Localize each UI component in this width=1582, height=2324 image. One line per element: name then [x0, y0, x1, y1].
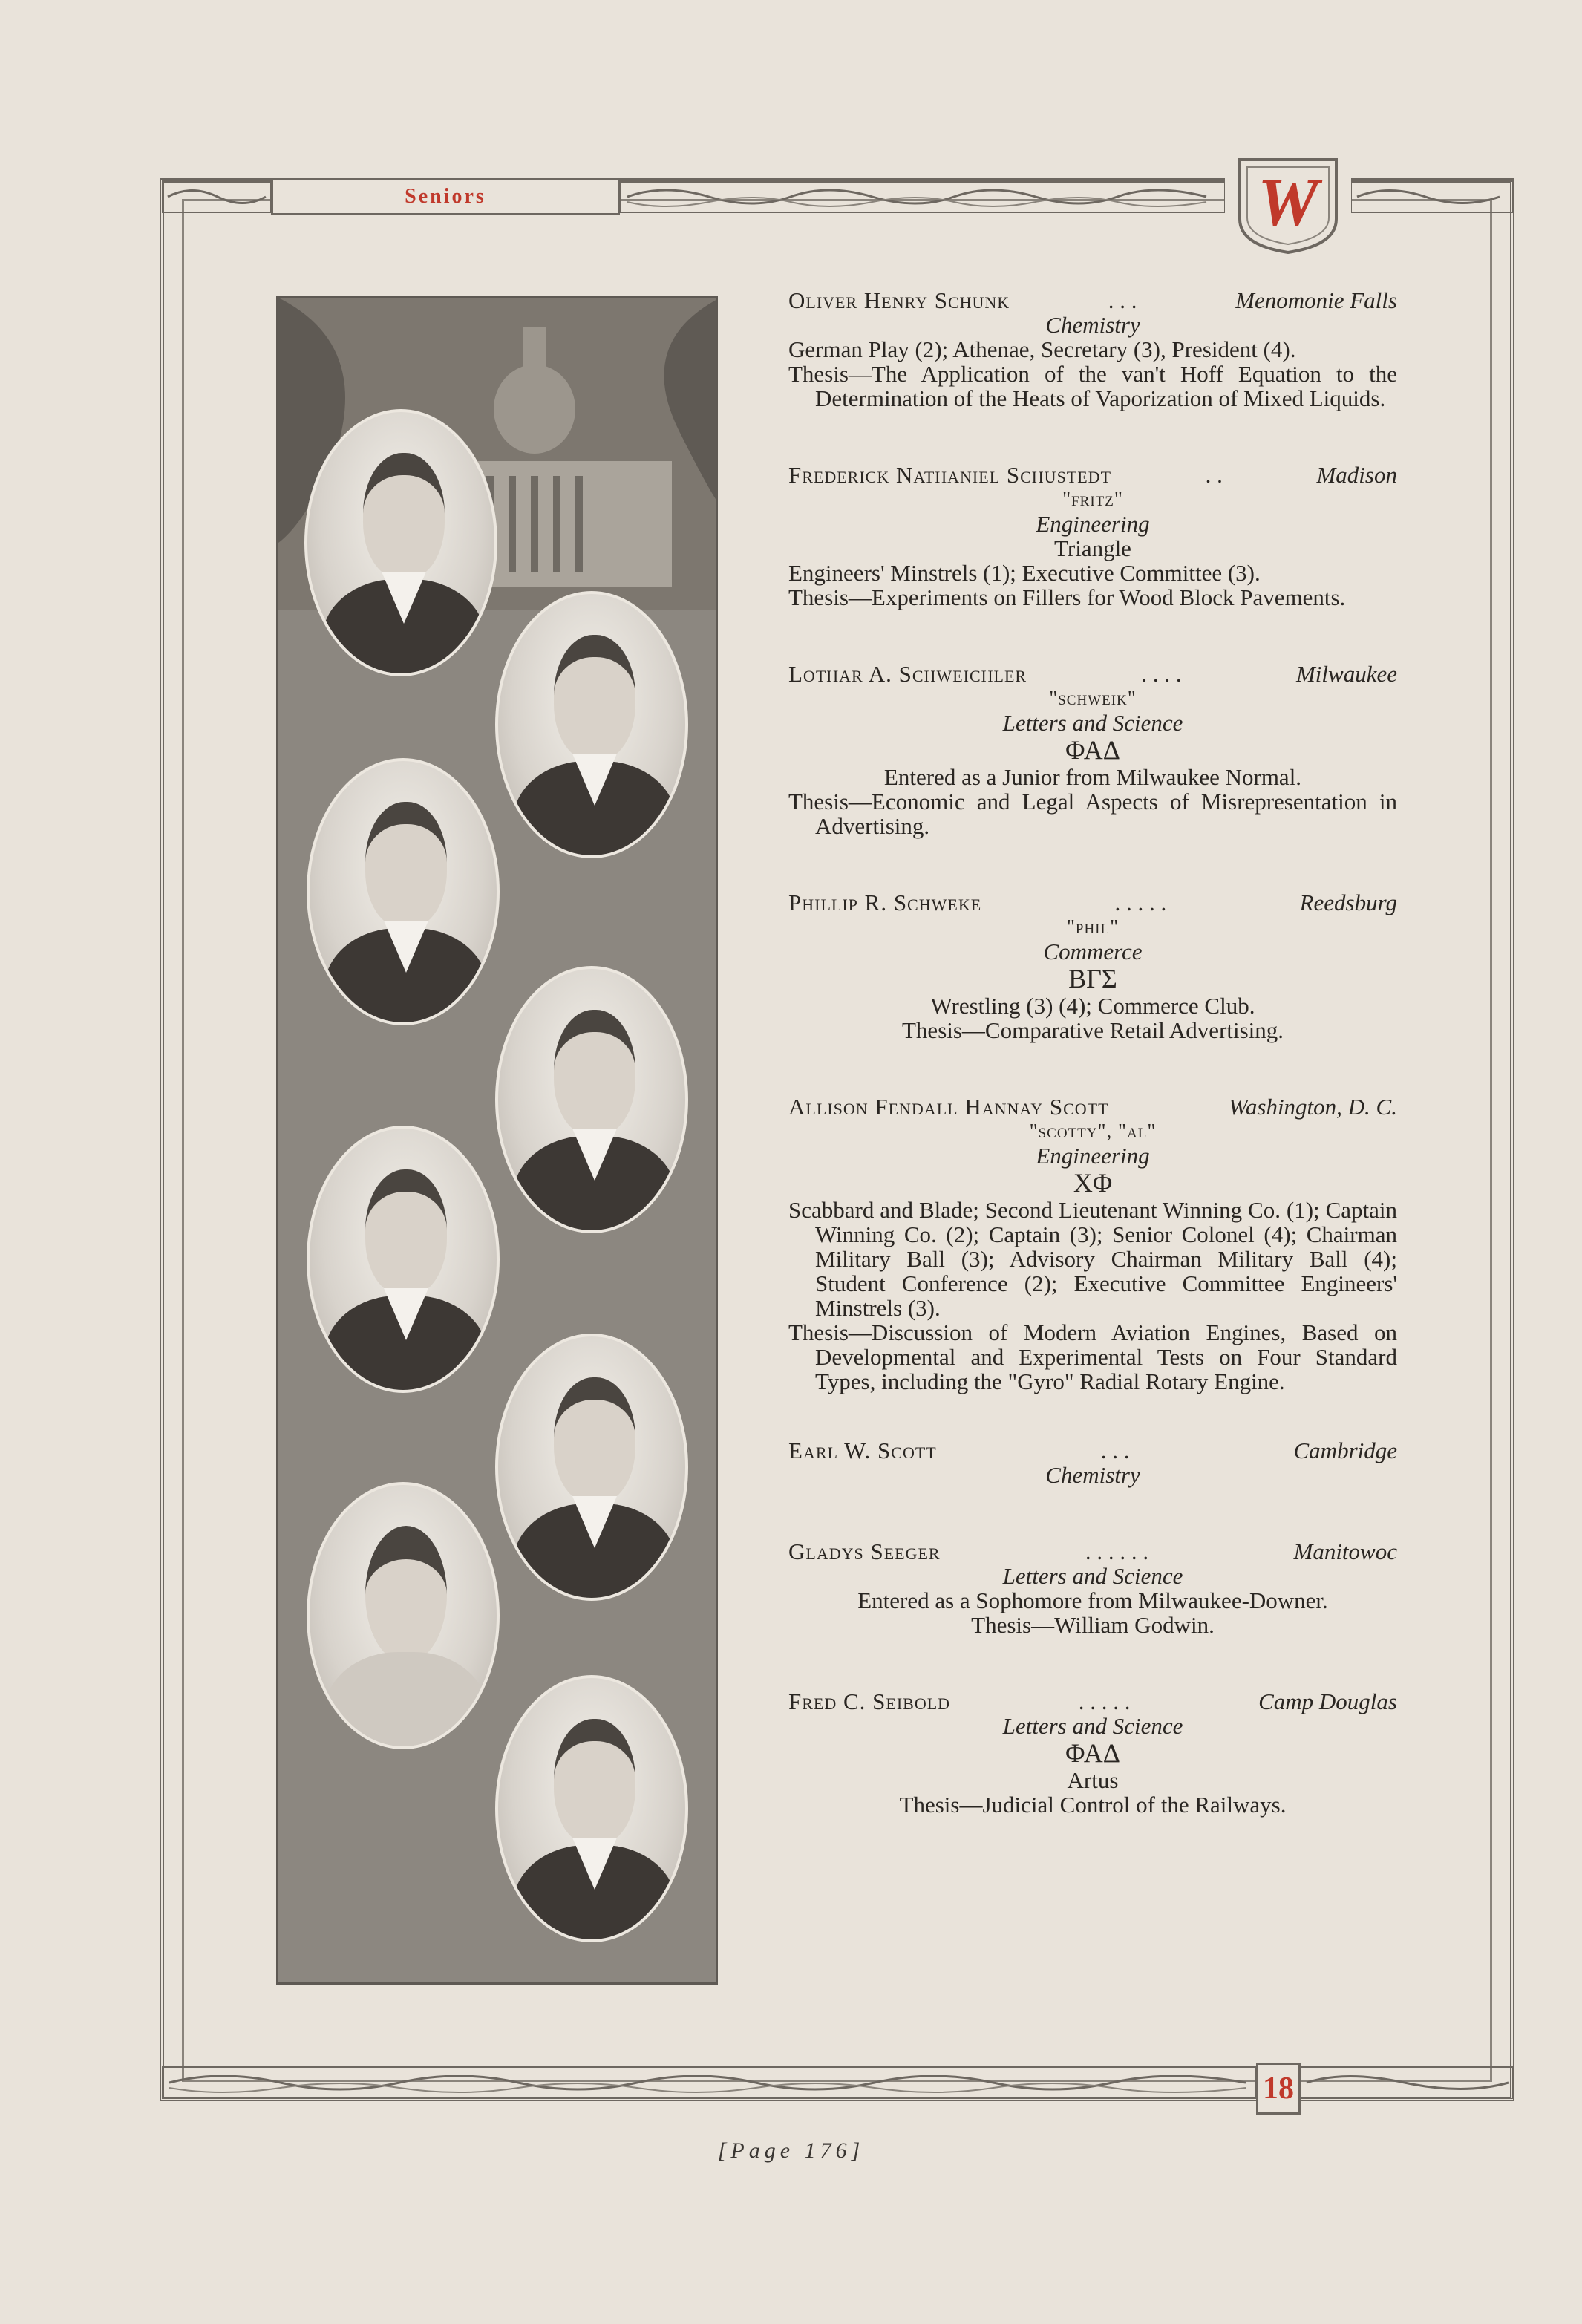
senior-entries — [788, 288, 1397, 1817]
entry-thesis: Thesis—William Godwin. — [971, 1612, 1215, 1638]
entry-nickname: "fritz" — [1062, 488, 1123, 510]
leader-dots: . . . — [1100, 1437, 1130, 1463]
entry-thesis: Thesis—Comparative Retail Advertising. — [902, 1017, 1284, 1043]
portrait-fred-seibold — [495, 1675, 688, 1942]
portrait-frederick-schustedt — [495, 591, 688, 858]
entry-name: Lothar A. Schweichler — [788, 661, 1027, 687]
leader-dots: . . . . . — [1078, 1688, 1131, 1714]
entry-name: Gladys Seeger — [788, 1538, 941, 1564]
entry-fraternity-letters: ΦΑΔ — [1065, 735, 1120, 765]
entry-hometown: Reedsburg — [1299, 890, 1397, 915]
section-title-tab — [271, 178, 620, 215]
entry-hometown: Washington, D. C. — [1228, 1094, 1397, 1120]
entry-activities: Engineers' Minstrels (1); Executive Committee (3). — [788, 560, 1261, 586]
entry-fraternity-letters: ΦΑΔ — [1065, 1738, 1120, 1768]
entry-fraternity-letters: ΒΓΣ — [1068, 964, 1117, 993]
bottom-ornament-band — [162, 2066, 1256, 2100]
entry-hometown: Manitowoc — [1293, 1538, 1397, 1564]
entry-thesis: Thesis—The Application of the van't Hoff Equation to the Determination of the Heats of Vaporization of Mixed Liquids. — [788, 361, 1397, 411]
entry-name: Earl W. Scott — [788, 1437, 937, 1463]
portrait-phillip-schweke — [495, 966, 688, 1233]
entry-name: Fred C. Seibold — [788, 1688, 951, 1714]
top-left-ornament-band — [162, 180, 271, 214]
entry-nickname: "scotty", "al" — [1029, 1120, 1157, 1142]
entry-lothar-schweichler — [788, 662, 1397, 838]
year-badge — [1256, 2063, 1301, 2115]
top-ornament-band — [620, 180, 1225, 214]
entry-name: Oliver Henry Schunk — [788, 287, 1010, 313]
portrait-gladys-seeger — [307, 1482, 500, 1749]
entry-organization: Triangle — [1054, 535, 1131, 561]
entry-course: Engineering — [1036, 1143, 1150, 1169]
svg-text:W: W — [1258, 164, 1318, 240]
portrait-strip — [276, 296, 718, 1985]
entry-allison-scott — [788, 1094, 1397, 1394]
leader-dots: . . . . . — [1114, 890, 1167, 915]
portrait-oliver-schunk — [304, 409, 497, 676]
page-number: [Page 176] — [717, 2138, 865, 2163]
leader-dots: . . . . . . — [1085, 1538, 1149, 1564]
entry-course: Chemistry — [1045, 1462, 1140, 1488]
leader-dots: . . . . — [1141, 661, 1182, 687]
entry-nickname: "schweik" — [1049, 687, 1137, 709]
entry-oliver-schunk — [788, 288, 1397, 411]
entry-fred-seibold — [788, 1689, 1397, 1817]
entry-gladys-seeger — [788, 1539, 1397, 1637]
entry-activities: Entered as a Sophomore from Milwaukee-Downer. — [857, 1587, 1328, 1613]
entry-course: Chemistry — [1045, 312, 1140, 338]
entry-organization: Artus — [1067, 1767, 1119, 1793]
entry-course: Engineering — [1036, 511, 1150, 537]
entry-thesis: Thesis—Economic and Legal Aspects of Misrepresentation in Advertising. — [788, 789, 1397, 839]
year-badge-text: 18 — [1263, 2072, 1294, 2106]
top-right-ornament-band — [1351, 180, 1513, 214]
entry-thesis: Thesis—Experiments on Fillers for Wood Block Pavements. — [788, 584, 1346, 610]
entry-course: Letters and Science — [1002, 1563, 1183, 1589]
entry-name: Frederick Nathaniel Schustedt — [788, 462, 1112, 488]
entry-course: Letters and Science — [1002, 710, 1183, 736]
entry-hometown: Camp Douglas — [1258, 1688, 1397, 1714]
leader-dots: . . — [1205, 462, 1223, 488]
entry-name: Phillip R. Schweke — [788, 890, 982, 915]
entry-thesis: Thesis—Judicial Control of the Railways. — [899, 1792, 1287, 1818]
entry-course: Letters and Science — [1002, 1713, 1183, 1739]
entry-earl-scott — [788, 1438, 1397, 1487]
entry-hometown: Milwaukee — [1295, 661, 1397, 687]
entry-course: Commerce — [1043, 939, 1143, 964]
entry-hometown: Menomonie Falls — [1235, 287, 1397, 313]
entry-fraternity-letters: ΧΦ — [1073, 1168, 1113, 1198]
entry-activities: Scabbard and Blade; Second Lieutenant Winning Co. (1); Captain Winning Co. (2); Captain (3); Senior Colonel (4); Chairman Military Ball (3); Advisory Chairman Military Ball (4); Student Conference (2); Executive Committee Engineers' Minstrels (3). — [788, 1197, 1397, 1321]
portrait-lothar-schweichler — [307, 758, 500, 1025]
entry-activities: German Play (2); Athenae, Secretary (3), President (4). — [788, 336, 1296, 362]
entry-activities: Wrestling (3) (4); Commerce Club. — [930, 993, 1255, 1019]
entry-activities: Entered as a Junior from Milwaukee Normal. — [883, 764, 1302, 790]
entry-thesis: Thesis—Discussion of Modern Aviation Engines, Based on Developmental and Experimental Tests on Four Standard Types, including the "Gyro" Radial Rotary Engine. — [788, 1319, 1397, 1394]
entry-name: Allison Fendall Hannay Scott — [788, 1094, 1109, 1120]
bottom-right-ornament-band — [1301, 2066, 1513, 2100]
entry-hometown: Cambridge — [1293, 1437, 1397, 1463]
wisconsin-crest-logo — [1225, 145, 1351, 256]
portrait-earl-scott — [495, 1334, 688, 1601]
entry-nickname: "phil" — [1066, 915, 1120, 938]
entry-frederick-schustedt — [788, 463, 1397, 610]
entry-hometown: Madison — [1316, 462, 1397, 488]
portrait-allison-scott — [307, 1126, 500, 1393]
section-title: Seniors — [405, 185, 486, 208]
entry-phillip-schweke — [788, 890, 1397, 1042]
leader-dots: . . . — [1108, 287, 1137, 313]
